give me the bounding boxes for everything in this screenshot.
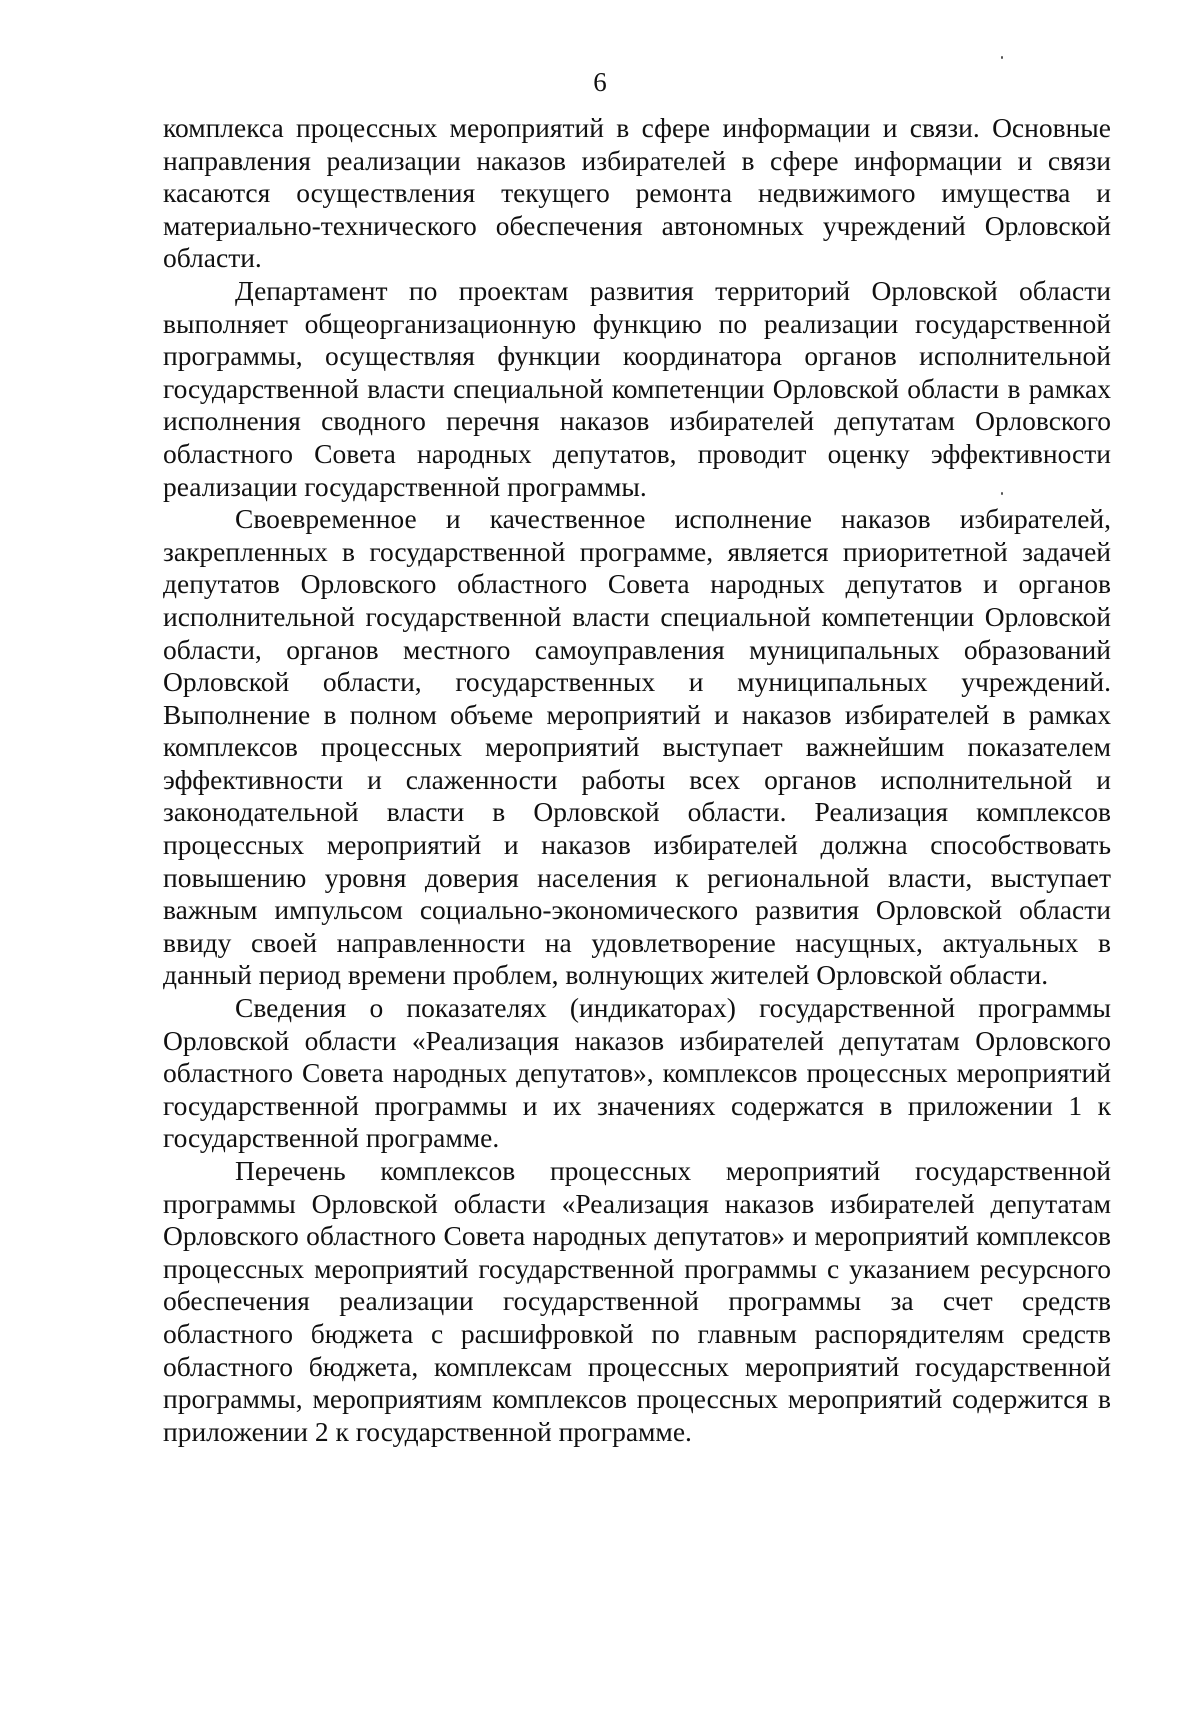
page-number: 6 <box>593 67 607 97</box>
paragraph-indicators: Сведения о показателях (индикаторах) государственной программы Орловской области «Реализация наказов избирателей депутатам Орловского областного Совета народных депутатов», комплексов процессных мероприятий государственной программы и их значениях содержатся в приложении 1 к государственной программе. <box>163 992 1111 1154</box>
paragraph-execution: Своевременное и качественное исполнение наказов избирателей, закрепленных в государственной программе, является приоритетной задачей депутатов Орловского областного Совета народных депутатов и органов исполнительной государственной власти специальной компетенции Орловской области, органов местного самоуправления муниципальных образований Орловской области, государственных и муниципальных учреждений. Выполнение в полном объеме мероприятий и наказов избирателей в рамках комплексов процессных мероприятий выступает важнейшим показателем эффективности и слаженности работы всех органов исполнительной и законодательной власти в Орловской области. Реализация комплексов процессных мероприятий и наказов избирателей должна способствовать повышению уровня доверия населения к региональной власти, выступает важным импульсом социально-экономического развития Орловской области ввиду своей направленности на удовлетворение насущных, актуальных в данный период времени проблем, волнующих жителей Орловской области. <box>163 503 1111 991</box>
paragraph-list: Перечень комплексов процессных мероприятий государственной программы Орловской области «Реализация наказов избирателей депутатам Орловского областного Совета народных депутатов» и мероприятий комплексов процессных мероприятий государственной программы с указанием ресурсного обеспечения реализации государственной программы за счет средств областного бюджета с расшифровкой по главным распорядителям средств областного бюджета, комплексам процессных мероприятий государственной программы, мероприятиям комплексов процессных мероприятий содержится в приложении 2 к государственной программе. <box>163 1155 1111 1447</box>
paragraph-department: Департамент по проектам развития территорий Орловской области выполняет общеорганизационную функцию по реализации государственной программы, осуществляя функции координатора органов исполнительной государственной власти специальной компетенции Орловской области в рамках исполнения сводного перечня наказов избирателей депутатам Орловского областного Совета народных депутатов, проводит оценку эффективности реализации государственной программы. <box>163 274 1111 502</box>
document-body <box>163 112 1111 1448</box>
paragraph-continuation: комплекса процессных мероприятий в сфере информации и связи. Основные направления реализации наказов избирателей в сфере информации и связи касаются осуществления текущего ремонта недвижимого имущества и материально-технического обеспечения автономных учреждений Орловской области. <box>163 112 1111 274</box>
scan-speck <box>1001 56 1003 59</box>
